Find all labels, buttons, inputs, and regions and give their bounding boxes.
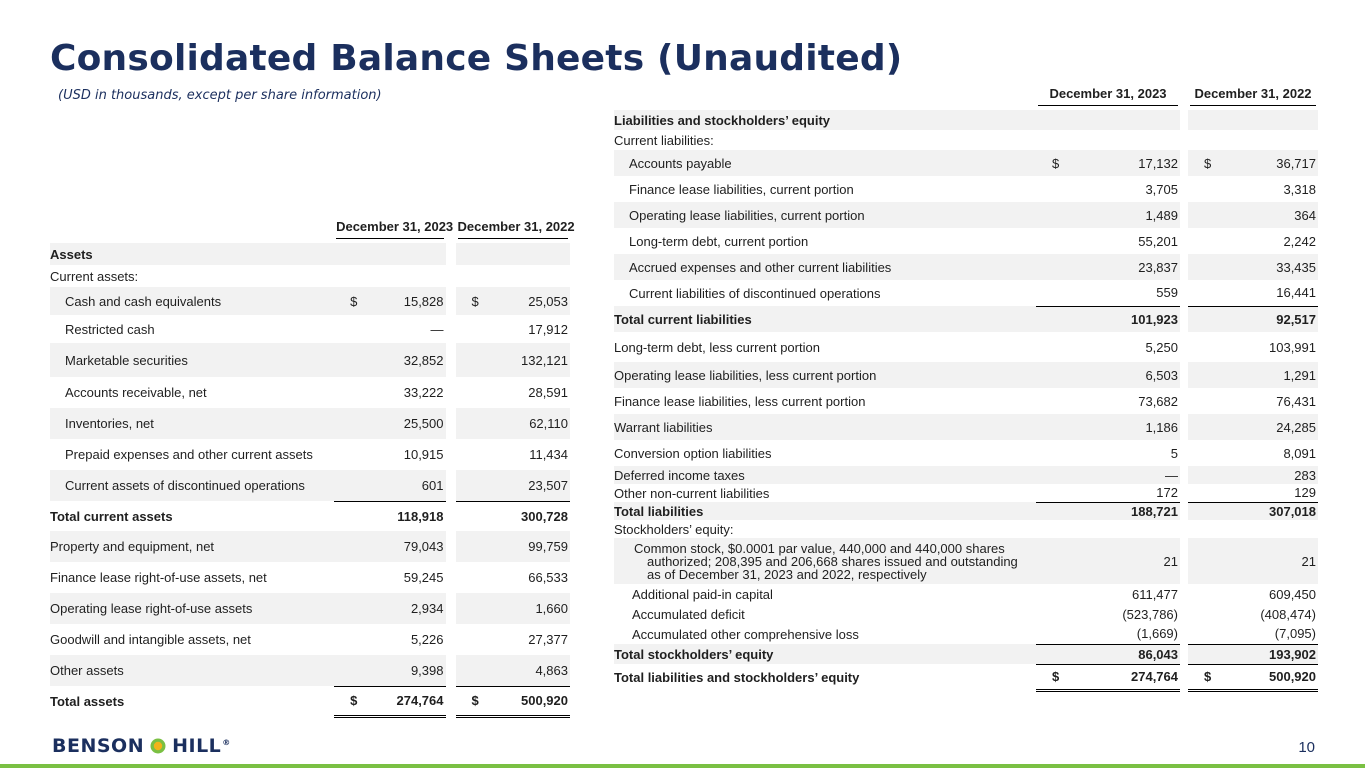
- liabilities-value-2022: 283: [1188, 466, 1318, 484]
- liabilities-table-body: [614, 110, 1318, 690]
- logo-text-left: BENSON: [52, 735, 145, 757]
- assets-row: [50, 501, 570, 531]
- liabilities-row-label: Operating lease liabilities, less current portion: [614, 362, 1036, 388]
- assets-value-2023: [334, 265, 445, 287]
- assets-row-label: Current assets of discontinued operations: [50, 470, 334, 501]
- liabilities-col-2023-header: December 31, 2023: [1036, 76, 1180, 110]
- assets-value-2023: 32,852: [334, 343, 445, 377]
- liabilities-value-2023: 188,721: [1036, 502, 1180, 520]
- currency-symbol: $: [1052, 669, 1060, 684]
- liabilities-row: [614, 520, 1318, 538]
- assets-row: [50, 287, 570, 315]
- liabilities-row: [614, 254, 1318, 280]
- assets-value-2023: 33,222: [403, 385, 444, 400]
- assets-table: [50, 203, 575, 718]
- liabilities-row-label: Accumulated deficit: [632, 606, 745, 622]
- liabilities-row-label: Conversion option liabilities: [614, 445, 772, 461]
- liabilities-row-label: Total current liabilities: [614, 306, 1036, 332]
- liabilities-value-2022: 8,091: [1283, 445, 1316, 461]
- liabilities-value-2023: 21: [1036, 538, 1180, 584]
- assets-value-2023: 9,398: [334, 655, 445, 686]
- assets-value-2022: 23,507: [456, 470, 570, 501]
- page-number: 10: [1298, 739, 1315, 756]
- liabilities-table: [614, 76, 1318, 692]
- assets-value-2023: 601: [334, 470, 445, 501]
- assets-col-2023-header: December 31, 2023: [334, 203, 445, 243]
- liabilities-row: [614, 664, 1318, 690]
- assets-row: [50, 655, 570, 686]
- assets-value-2023: 25,500: [334, 408, 445, 439]
- assets-row-label: Accounts receivable, net: [65, 385, 207, 400]
- assets-row-label: Goodwill and intangible assets, net: [50, 632, 251, 647]
- assets-value-2022: 1,660: [456, 593, 570, 624]
- assets-row-label: Total current assets: [50, 508, 173, 524]
- assets-row: [50, 686, 570, 716]
- currency-symbol: $: [350, 293, 358, 309]
- liabilities-row: [614, 624, 1318, 644]
- liabilities-value-2022: 21: [1188, 538, 1318, 584]
- assets-row-label: Other assets: [50, 655, 334, 686]
- liabilities-value-2023: —: [1036, 466, 1180, 484]
- assets-value-2023: 10,915: [403, 447, 444, 462]
- assets-row: [50, 624, 570, 655]
- liabilities-value-2023: 1,186: [1036, 414, 1180, 440]
- assets-row-label: Prepaid expenses and other current assets: [65, 447, 313, 462]
- assets-value-2023: 118,918: [334, 501, 445, 531]
- assets-row: [50, 408, 570, 439]
- liabilities-value-2023: [1036, 110, 1180, 130]
- liabilities-row-label: Deferred income taxes: [614, 466, 1036, 484]
- liabilities-row: [614, 584, 1318, 604]
- sun-icon: [150, 738, 166, 754]
- liabilities-row: [614, 538, 1318, 584]
- liabilities-value-2023: 101,923: [1036, 306, 1180, 332]
- liabilities-row: [614, 502, 1318, 520]
- liabilities-row: [614, 388, 1318, 414]
- logo-text-right: HILL: [172, 735, 222, 757]
- assets-value-2022: 300,728: [456, 501, 570, 531]
- liabilities-row-label: Total liabilities and stockholders’ equity: [614, 669, 860, 685]
- liabilities-value-2023: 559: [1156, 285, 1178, 301]
- liabilities-row-label: Common stock, $0.0001 par value, 440,000 and 440,000 shares authorized; 208,395 and 206,668 shares issued and outstanding as of December 31, 2023 and 2022, respectively: [614, 538, 1036, 584]
- liabilities-row: [614, 202, 1318, 228]
- assets-row-label: Cash and cash equivalents: [50, 287, 334, 315]
- liabilities-value-2023: [1036, 130, 1180, 150]
- liabilities-row: [614, 362, 1318, 388]
- liabilities-row-label: Accumulated other comprehensive loss: [632, 626, 859, 642]
- assets-value-2023: $ 274,764: [334, 686, 445, 716]
- liabilities-value-2023: 172: [1156, 485, 1178, 501]
- liabilities-row-label: Liabilities and stockholders’ equity: [614, 110, 1036, 130]
- liabilities-row: [614, 150, 1318, 176]
- assets-row: [50, 531, 570, 562]
- assets-row-label: Finance lease right-of-use assets, net: [50, 570, 267, 585]
- assets-value-2022: 17,912: [528, 321, 568, 337]
- assets-row: [50, 343, 570, 377]
- liabilities-value-2023: 6,503: [1036, 362, 1180, 388]
- liabilities-value-2022: 16,441: [1276, 285, 1316, 301]
- liabilities-row: [614, 110, 1318, 130]
- assets-row-label: Assets: [50, 243, 334, 265]
- liabilities-value-2022: 33,435: [1188, 254, 1318, 280]
- liabilities-value-2022: 3,318: [1283, 181, 1316, 197]
- liabilities-row: [614, 280, 1318, 306]
- assets-row: [50, 315, 570, 343]
- liabilities-row-label: Long-term debt, less current portion: [614, 339, 820, 355]
- assets-value-2022: $ 25,053: [456, 287, 570, 315]
- liabilities-value-2023: 23,837: [1036, 254, 1180, 280]
- benson-hill-logo: [52, 735, 231, 757]
- assets-value-2022: 62,110: [456, 408, 570, 439]
- liabilities-row-label: Finance lease liabilities, less current portion: [614, 393, 866, 409]
- assets-row: [50, 265, 570, 287]
- liabilities-row-label: Long-term debt, current portion: [629, 233, 809, 249]
- liabilities-value-2022: [1188, 110, 1318, 130]
- liabilities-row: [614, 414, 1318, 440]
- currency-symbol: $: [1052, 155, 1060, 171]
- liabilities-value-2023: 73,682: [1138, 393, 1178, 409]
- liabilities-value-2022: 364: [1188, 202, 1318, 228]
- liabilities-value-2022: 92,517: [1188, 306, 1318, 332]
- liabilities-row: [614, 228, 1318, 254]
- liabilities-value-2022: $ 36,717: [1188, 150, 1318, 176]
- liabilities-value-2022: 24,285: [1188, 414, 1318, 440]
- liabilities-row-label: Additional paid-in capital: [632, 586, 773, 602]
- liabilities-row-label: Accrued expenses and other current liabilities: [614, 254, 1036, 280]
- liabilities-value-2023: 86,043: [1036, 644, 1180, 664]
- assets-value-2023: $ 15,828: [334, 287, 445, 315]
- assets-value-2022: 28,591: [528, 385, 568, 400]
- currency-symbol: $: [1204, 155, 1212, 171]
- assets-value-2022: $ 500,920: [456, 686, 570, 716]
- footer-accent-bar: [0, 764, 1365, 768]
- assets-row-label: Total assets: [50, 693, 125, 709]
- liabilities-value-2022: 129: [1294, 485, 1316, 501]
- liabilities-row-label: Accounts payable: [614, 150, 1036, 176]
- currency-symbol: $: [1204, 669, 1212, 684]
- liabilities-value-2022: (7,095): [1274, 626, 1316, 642]
- assets-value-2023: 2,934: [334, 593, 445, 624]
- liabilities-row: [614, 130, 1318, 150]
- liabilities-value-2023: [1036, 520, 1180, 538]
- liabilities-row: [614, 332, 1318, 362]
- liabilities-row-label: Total liabilities: [614, 502, 1036, 520]
- liabilities-value-2023: 55,201: [1138, 233, 1178, 249]
- liabilities-value-2022: 307,018: [1188, 502, 1318, 520]
- page-title: Consolidated Balance Sheets (Unaudited): [50, 38, 903, 79]
- assets-value-2022: 99,759: [456, 531, 570, 562]
- assets-row: [50, 593, 570, 624]
- liabilities-value-2022: 2,242: [1283, 233, 1316, 249]
- liabilities-row: [614, 306, 1318, 332]
- liabilities-value-2023: (1,669): [1136, 626, 1178, 642]
- liabilities-row-label: Warrant liabilities: [614, 414, 1036, 440]
- assets-value-2023: [334, 243, 445, 265]
- registered-mark: ®: [222, 737, 231, 747]
- liabilities-row-label: Finance lease liabilities, current portion: [629, 181, 854, 197]
- liabilities-col-2022-header: December 31, 2022: [1188, 76, 1318, 110]
- liabilities-row-label: Current liabilities:: [614, 132, 714, 148]
- liabilities-value-2022: 609,450: [1269, 586, 1316, 602]
- liabilities-row: [614, 484, 1318, 502]
- assets-value-2023: 59,245: [403, 570, 444, 585]
- assets-value-2022: [456, 265, 570, 287]
- assets-value-2022: 4,863: [456, 655, 570, 686]
- liabilities-value-2022: 103,991: [1269, 339, 1316, 355]
- liabilities-row: [614, 604, 1318, 624]
- liabilities-value-2023: 611,477: [1131, 586, 1178, 602]
- assets-col-2022-header: December 31, 2022: [456, 203, 570, 243]
- assets-row-label: Current assets:: [50, 268, 139, 284]
- liabilities-value-2022: [1188, 520, 1318, 538]
- liabilities-value-2022: (408,474): [1260, 606, 1316, 622]
- liabilities-row: [614, 440, 1318, 466]
- liabilities-value-2023: 1,489: [1036, 202, 1180, 228]
- assets-row-label: Inventories, net: [50, 408, 334, 439]
- assets-row-label: Marketable securities: [50, 343, 334, 377]
- liabilities-row-label: Stockholders’ equity:: [614, 521, 734, 537]
- liabilities-row: [614, 466, 1318, 484]
- assets-value-2022: 11,434: [529, 447, 568, 462]
- assets-value-2023: 5,226: [410, 632, 444, 647]
- currency-symbol: $: [471, 693, 479, 708]
- page-subtitle: (USD in thousands, except per share information): [58, 88, 382, 103]
- assets-table-body: [50, 243, 570, 716]
- assets-row: [50, 562, 570, 593]
- assets-row-label: Property and equipment, net: [50, 531, 334, 562]
- assets-row-label: Operating lease right-of-use assets: [50, 593, 334, 624]
- liabilities-value-2022: 193,902: [1188, 644, 1318, 664]
- liabilities-row-label: Other non-current liabilities: [614, 485, 770, 501]
- liabilities-value-2022: [1188, 130, 1318, 150]
- liabilities-value-2023: 3,705: [1145, 181, 1178, 197]
- currency-symbol: $: [350, 693, 358, 708]
- liabilities-row-label: Current liabilities of discontinued operations: [629, 285, 881, 301]
- assets-row: [50, 439, 570, 470]
- liabilities-value-2023: 5,250: [1145, 339, 1178, 355]
- assets-row: [50, 243, 570, 265]
- assets-value-2022: 27,377: [528, 632, 568, 647]
- assets-value-2023: —: [430, 321, 444, 337]
- liabilities-value-2022: 76,431: [1276, 393, 1316, 409]
- assets-row-label: Restricted cash: [65, 321, 155, 337]
- liabilities-value-2022: 1,291: [1188, 362, 1318, 388]
- liabilities-value-2023: (523,786): [1122, 606, 1178, 622]
- assets-value-2023: 79,043: [334, 531, 445, 562]
- assets-row: [50, 470, 570, 501]
- liabilities-value-2023: $ 17,132: [1036, 150, 1180, 176]
- liabilities-row: [614, 176, 1318, 202]
- liabilities-value-2023: 5: [1170, 445, 1178, 461]
- assets-value-2022: 132,121: [456, 343, 570, 377]
- liabilities-value-2023: $ 274,764: [1036, 664, 1180, 690]
- assets-value-2022: [456, 243, 570, 265]
- liabilities-row-label: Operating lease liabilities, current portion: [614, 202, 1036, 228]
- assets-value-2022: 66,533: [528, 570, 568, 585]
- liabilities-row: [614, 644, 1318, 664]
- liabilities-value-2022: $ 500,920: [1188, 664, 1318, 690]
- liabilities-row-label: Total stockholders’ equity: [614, 644, 1036, 664]
- currency-symbol: $: [471, 293, 479, 309]
- assets-row: [50, 377, 570, 408]
